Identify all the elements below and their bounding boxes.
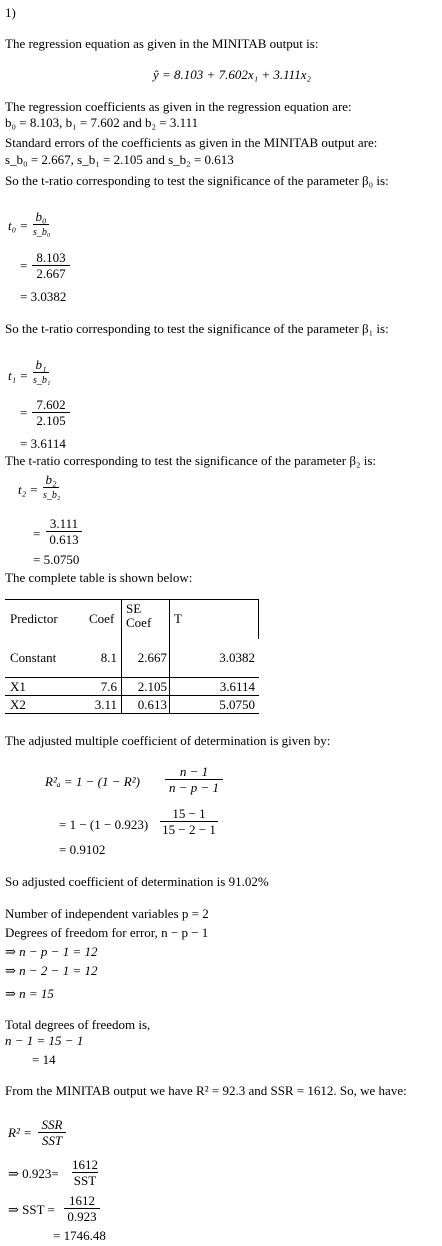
t2-intro: The t-ratio corresponding to test the significance of the parameter β₂ is: [5,453,377,468]
adj-num2: 15 − 1 [172,806,206,821]
r2-den2: SST [73,1173,97,1188]
intro-text: The regression equation as given in the MINITAB output is: [5,36,319,51]
r2-lhs: R² = [8,1125,32,1140]
t0-num-value: 8.103 [36,250,66,265]
r2-den: SST [41,1133,63,1148]
r2-result: = 1746.48 [53,1228,106,1243]
adj-lhs: R²ₐ = 1 − (1 − R²) [45,774,140,789]
t1-formula-fraction [33,358,49,387]
table-row-1-t: 3.6114 [219,679,255,694]
t1-den: s_b₁ [33,375,51,386]
t0-den-value: 2.667 [36,266,66,281]
t0-den: s_b₀ [33,227,51,238]
table-header-se-coef: SE Coef [126,601,152,630]
t2-lhs: t₂ = [18,482,39,497]
r2-num: SSR [41,1117,63,1132]
t2-num: b₂ [45,472,57,487]
adj-formula-fraction [165,765,223,794]
table-intro: The complete table is shown below: [5,570,193,585]
t2-formula-fraction [43,473,59,502]
t2-result: = 5.0750 [33,552,80,567]
t1-value-fraction [32,398,70,427]
t2-value-fraction [46,517,82,546]
r2-value-fraction-1 [72,1158,98,1187]
se-text: Standard errors of the coefficients as given in the MINITAB output are: [5,135,378,150]
r2-value-fraction-2 [64,1194,100,1223]
table-header-t: T [174,611,182,626]
table-row-0-coef: 8.1 [100,650,117,665]
df-line-3: ⇒ n − p − 1 = 12 [5,944,98,959]
regression-equation: ŷ = 8.103 + 7.602x₁ + 3.111x₂ [153,67,311,82]
adj-line2: = 1 − (1 − 0.923) [59,817,149,832]
total-df-line-2: n − 1 = 15 − 1 [5,1033,84,1048]
adj-den1: n − p − 1 [168,780,220,795]
adj-value-fraction [160,807,218,836]
t1-intro: So the t-ratio corresponding to test the significance of the parameter β₁ is: [5,321,389,336]
df-line-4: ⇒ n − 2 − 1 = 12 [5,963,98,978]
t0-result: = 3.0382 [20,289,67,304]
table-row-2-t: 5.0750 [219,697,255,712]
t0-formula-fraction [33,210,49,239]
t1-den-value: 2.105 [36,413,66,428]
table-row-1-coef: 7.6 [100,679,117,694]
df-line-5: ⇒ n = 15 [5,986,54,1001]
table-header-predictor: Predictor [10,611,58,626]
t0-intro: So the t-ratio corresponding to test the significance of the parameter β₀ is: [5,173,389,188]
table-row-1-se: 2.105 [137,679,167,694]
minitab-line: From the MINITAB output we have R² = 92.3 and SSR = 1612. So, we have: [5,1083,407,1098]
table-header-coef: Coef [89,611,115,626]
adj-conclusion: So adjusted coefficient of determination is 91.02% [5,874,269,889]
df-line-2: Degrees of freedom for error, n − p − 1 [5,925,209,940]
t1-lhs: t₁ = [8,368,29,383]
t1-num: b₁ [35,357,47,372]
t2-den: s_b₂ [43,490,61,501]
t1-result: = 3.6114 [20,436,66,451]
table-row-0-se: 2.667 [137,650,167,665]
t0-lhs: t₀ = [8,218,29,233]
adj-den2: 15 − 2 − 1 [162,822,216,837]
t2-den-value: 0.613 [49,532,79,547]
adj-intro: The adjusted multiple coefficient of determination is given by: [5,733,331,748]
coef-text: The regression coefficients as given in the regression equation are: [5,99,352,114]
table-row-0-t: 3.0382 [219,650,255,665]
r2-num3: 1612 [69,1193,95,1208]
coef-values: b₀ = 8.103, b₁ = 7.602 and b₂ = 3.111 [5,115,199,130]
table-row-2-se: 0.613 [137,697,167,712]
adj-num1: n − 1 [179,764,209,779]
table-row-2-coef: 3.11 [94,697,117,712]
df-line-1: Number of independent variables p = 2 [5,906,209,921]
table-row-2-predictor: X2 [10,697,26,712]
se-values: s_b₀ = 2.667, s_b₁ = 2.105 and s_b₂ = 0.613 [5,152,234,167]
part-label: 1) [5,5,16,20]
coefficient-table [5,599,259,714]
total-df-line-3: = 14 [32,1052,56,1067]
total-df-line-1: Total degrees of freedom is, [5,1017,151,1032]
adj-result: = 0.9102 [59,842,106,857]
r2-line2: ⇒ 0.923= [8,1166,59,1181]
t0-num: b₀ [35,209,47,224]
t2-num-value: 3.111 [49,516,79,531]
t0-value-fraction [32,251,70,280]
table-row-0-predictor: Constant [10,650,57,665]
r2-line3: ⇒ SST = [8,1202,55,1217]
t1-num-value: 7.602 [36,397,66,412]
r2-den3: 0.923 [67,1209,97,1224]
r2-formula-fraction [38,1118,66,1147]
r2-num2: 1612 [72,1157,98,1172]
table-row-1-predictor: X1 [10,679,26,694]
